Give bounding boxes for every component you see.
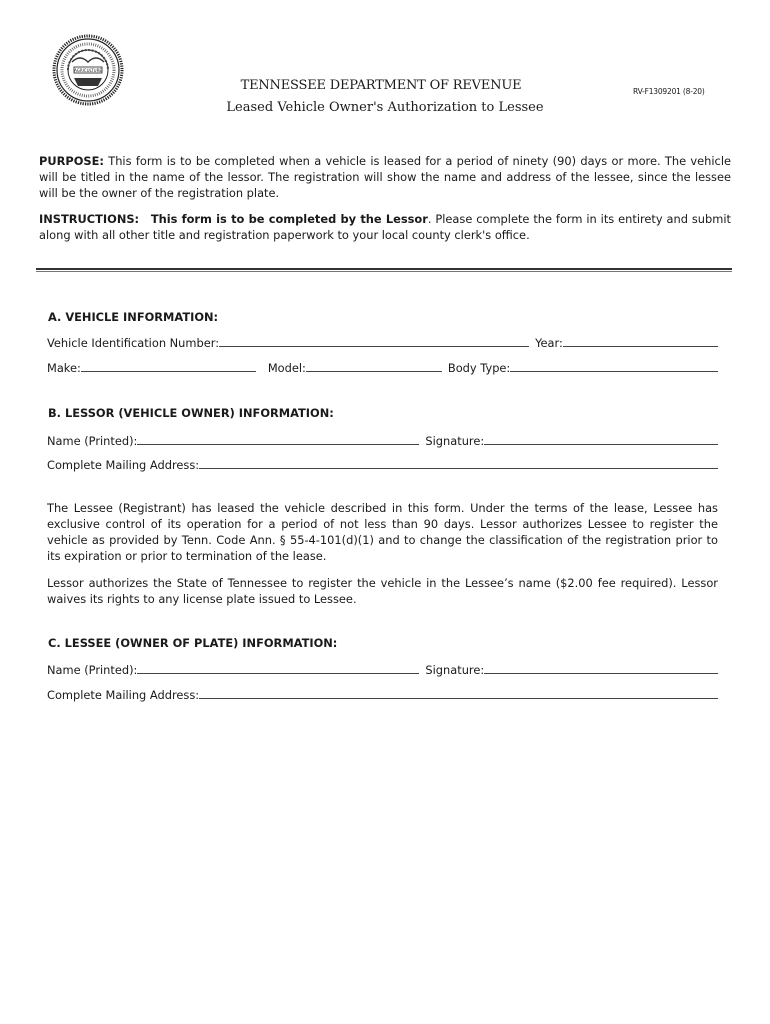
purpose-paragraph	[39, 153, 731, 201]
lessee-address-row	[47, 684, 718, 702]
vin-field[interactable]	[219, 346, 529, 347]
instructions-text: . Please complete the form in its entirety and submit along with all other title and registration paperwork to your local county clerk's office.	[39, 212, 731, 242]
section-b-heading: B. LESSOR (VEHICLE OWNER) INFORMATION:	[48, 406, 334, 420]
year-label: Year:	[535, 336, 563, 350]
state-seal-icon	[52, 34, 124, 106]
make-label: Make:	[47, 361, 81, 375]
divider-thin	[36, 271, 732, 272]
make-field[interactable]	[81, 371, 256, 372]
lessor-address-field[interactable]	[199, 468, 718, 469]
lessee-name-field[interactable]	[137, 673, 419, 674]
lessor-name-signature-row	[47, 430, 718, 448]
lessor-address-row	[47, 454, 718, 472]
body-type-field[interactable]	[510, 371, 718, 372]
department-title: TENNESSEE DEPARTMENT OF REVENUE	[240, 78, 522, 93]
lessor-address-label: Complete Mailing Address:	[47, 458, 200, 472]
form-title: Leased Vehicle Owner's Authorization to Lessee	[226, 100, 544, 115]
body-type-label: Body Type:	[447, 361, 511, 375]
lessee-name-signature-row	[47, 659, 718, 677]
model-label: Model:	[267, 361, 306, 375]
seal-banner-text: AGRICULTURE	[74, 67, 102, 73]
section-c-heading: C. LESSEE (OWNER OF PLATE) INFORMATION:	[48, 636, 338, 650]
purpose-text: This form is to be completed when a vehicle is leased for a period of ninety (90) days or more. The vehicle will be titled in the name of the lessor. The registration will show the name and address of the lessee, since the lessee will be the owner of the registration plate.	[39, 154, 731, 200]
section-a-heading: A. VEHICLE INFORMATION:	[48, 310, 219, 324]
model-field[interactable]	[306, 371, 442, 372]
lessor-signature-label: Signature:	[425, 434, 485, 448]
lessee-address-field[interactable]	[199, 698, 718, 699]
instructions-label: INSTRUCTIONS:	[39, 212, 140, 226]
vin-year-row	[47, 332, 718, 350]
divider-thick	[36, 268, 732, 270]
lease-terms-paragraph: The Lessee (Registrant) has leased the vehicle described in this form. Under the terms of the lease, Lessee has exclusive control of its operation for a period of not less than 90 days. Lessor authorizes Lessee to register the vehicle as provided by Tenn. Code Ann. § 55-4-101(d)(1) and to change the classification of the registration prior to its expiration or prior to termination of the lease.	[47, 501, 718, 563]
form-number: RV-F1309201 (8-20)	[633, 87, 705, 96]
lessee-address-label: Complete Mailing Address:	[47, 688, 200, 702]
lessee-signature-label: Signature:	[425, 663, 485, 677]
lessor-signature-field[interactable]	[484, 444, 718, 445]
lessee-signature-field[interactable]	[484, 673, 718, 674]
registration-authorization-paragraph: Lessor authorizes the State of Tennessee to register the vehicle in the Lessee’s name ($2.00 fee required). Lessor waives its rights to any license plate issued to Lessee.	[47, 576, 718, 606]
instructions-bold-text: This form is to be completed by the Lessor	[150, 212, 428, 226]
vin-label: Vehicle Identification Number:	[47, 336, 220, 350]
make-model-body-row	[47, 357, 718, 375]
lessor-name-label: Name (Printed):	[47, 434, 138, 448]
instructions-paragraph	[39, 211, 731, 243]
year-field[interactable]	[563, 346, 718, 347]
lessee-name-label: Name (Printed):	[47, 663, 138, 677]
lessor-name-field[interactable]	[137, 444, 419, 445]
purpose-label: PURPOSE:	[39, 154, 104, 168]
